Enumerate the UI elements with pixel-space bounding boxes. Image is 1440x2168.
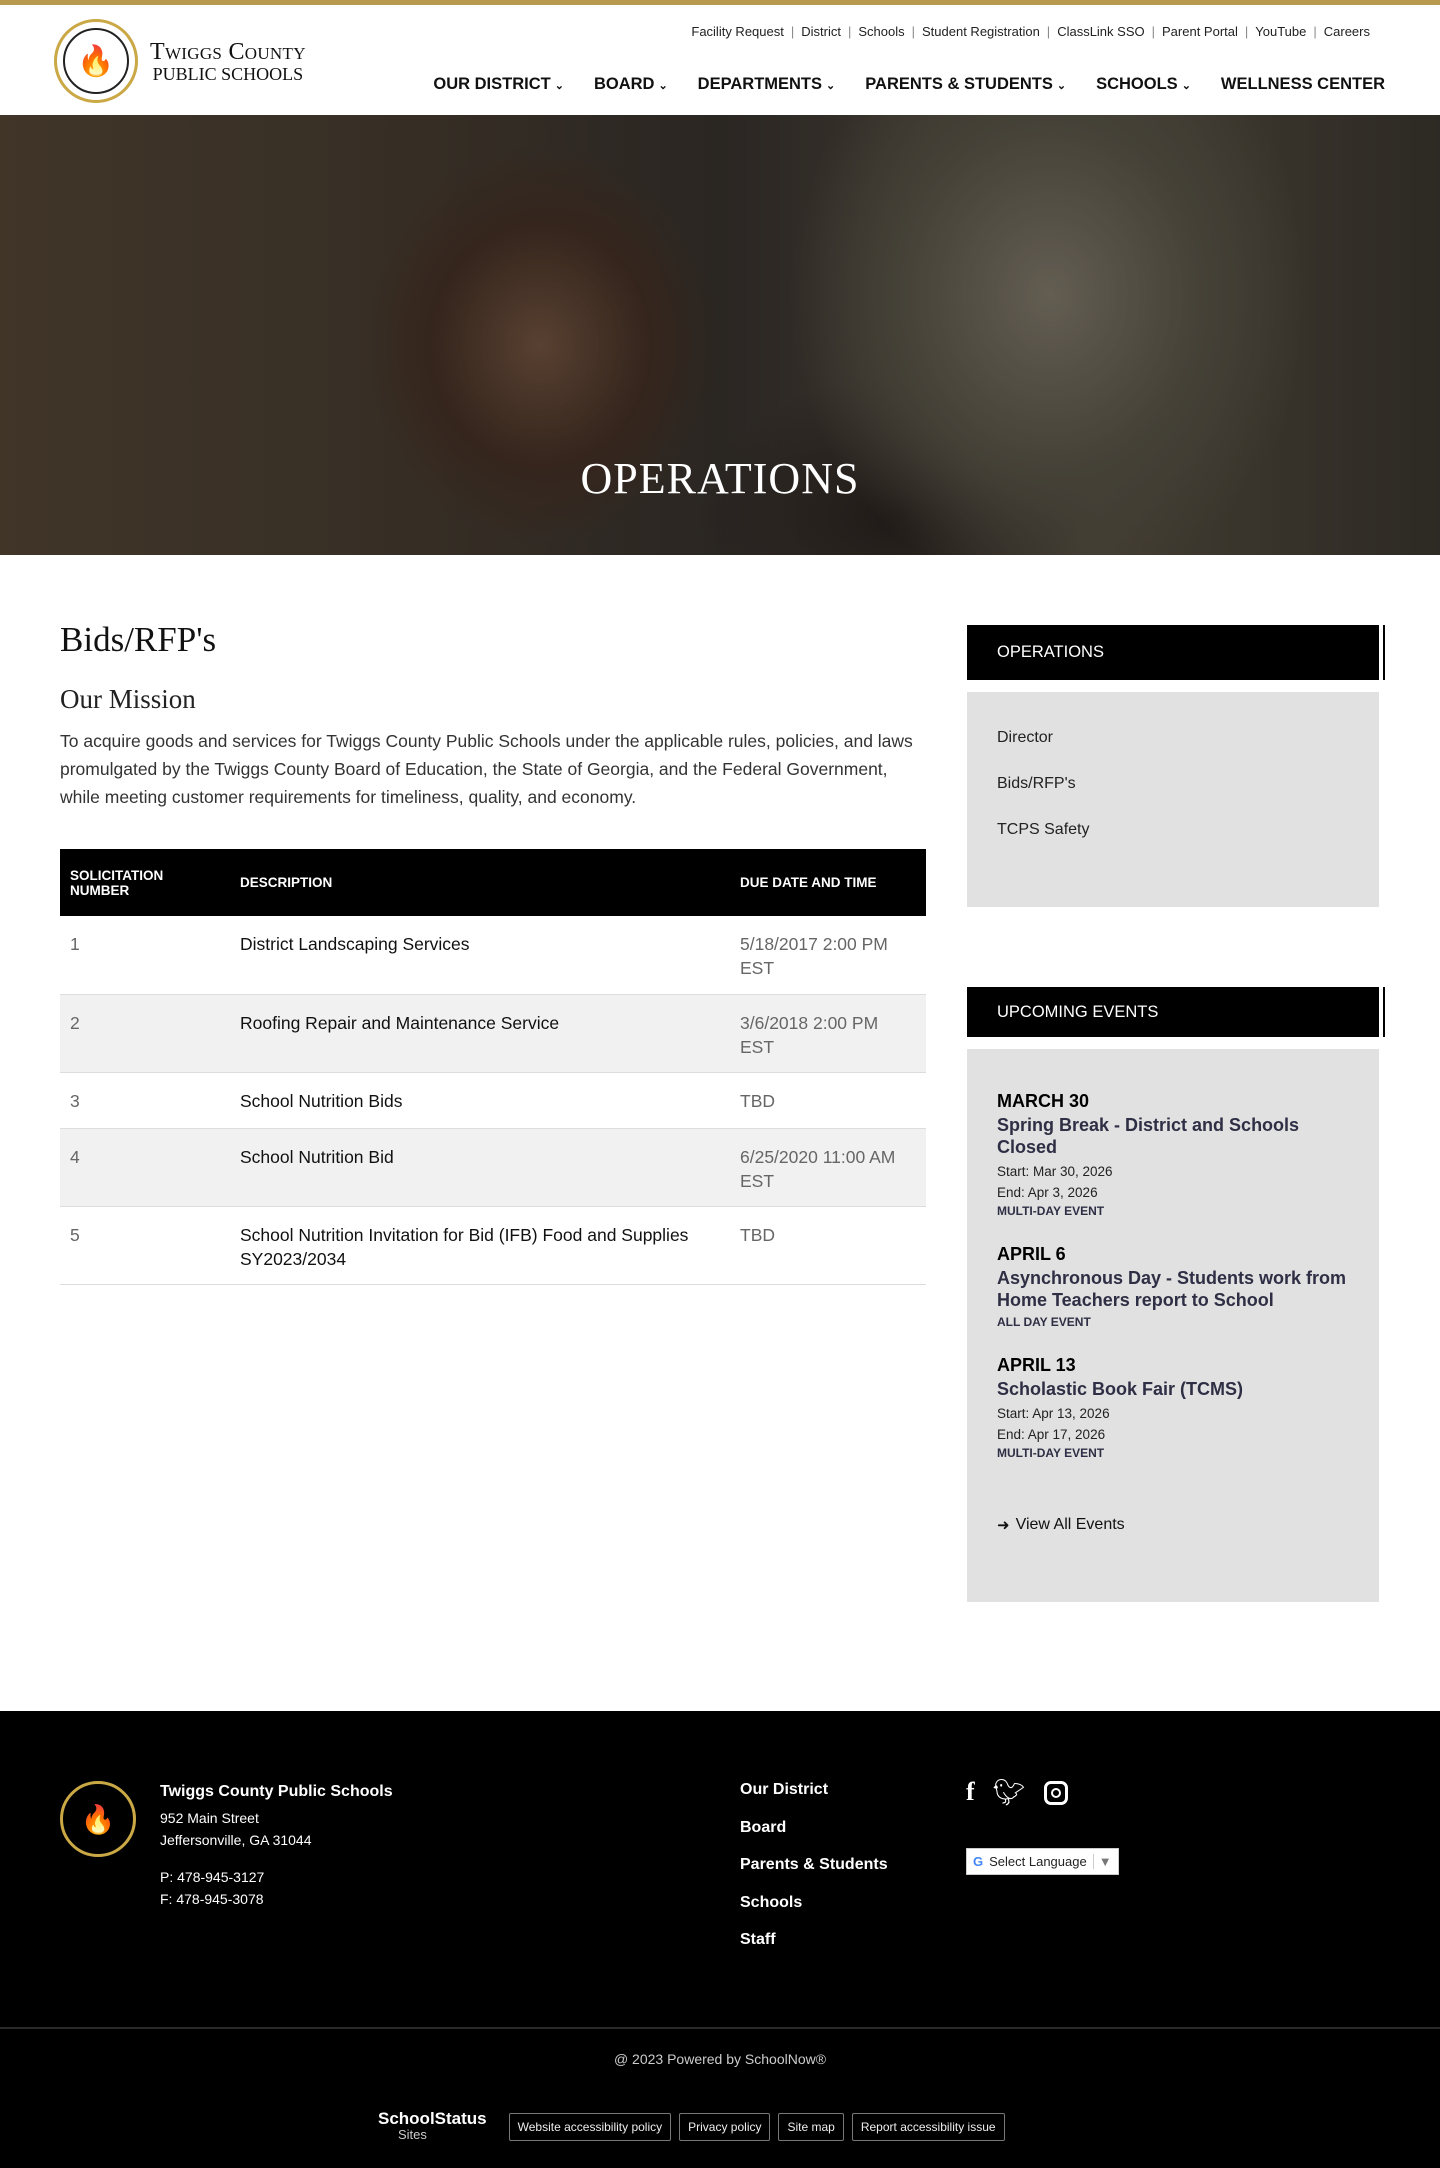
schoolstatus-logo[interactable] (378, 2111, 487, 2143)
cell-num: 2 (60, 994, 230, 1072)
col-solicitation: SOLICITATION NUMBER (70, 867, 164, 898)
event-end: End: Apr 17, 2026 (997, 1427, 1106, 1442)
footer-policy-link[interactable]: Report accessibility issue (852, 2113, 1005, 2141)
nav-label: BOARD (593, 75, 655, 93)
powered-by: @ 2023 Powered by SchoolNow® (613, 2051, 827, 2067)
mission-text: To acquire goods and services for Twiggs County Public Schools under the applicable rules, policies, and laws promulgated by the Twiggs County Board of Education, the State of Georgia, and the Federal Government, while meeting customer requirements for timeliness, quality, and economy. (60, 731, 913, 807)
cell-due: 6/25/2020 11:00 AM EST (730, 1128, 926, 1206)
nav-item[interactable] (698, 75, 836, 94)
nav-label: PARENTS & STUDENTS (865, 75, 1053, 93)
nav-label: DEPARTMENTS (697, 75, 823, 93)
events-list (967, 1049, 1379, 1602)
cell-desc: School Nutrition Bids (230, 1072, 730, 1128)
chevron-down-icon: ⌄ (826, 80, 836, 92)
cell-desc: District Landscaping Services (230, 916, 730, 994)
nav-item[interactable] (433, 75, 564, 94)
footer-link[interactable]: Schools (740, 1893, 803, 1911)
footer-divider (0, 2027, 1440, 2029)
nav-item[interactable] (594, 75, 668, 94)
top-link[interactable]: Facility Request (691, 24, 784, 39)
footer-policy-link[interactable]: Privacy policy (679, 2113, 770, 2141)
event-end: End: Apr 3, 2026 (997, 1185, 1098, 1200)
chevron-down-icon: ⌄ (1056, 80, 1067, 92)
instagram-icon[interactable] (1044, 1781, 1068, 1805)
event-date: MARCH 30 (997, 1091, 1090, 1111)
col-description: DESCRIPTION (240, 875, 333, 890)
sidebar-links (967, 692, 1379, 907)
link-separator: | (1313, 24, 1317, 39)
language-label: Select Language (989, 1854, 1087, 1869)
social-links (966, 1777, 1068, 1808)
top-link[interactable]: YouTube (1255, 24, 1307, 39)
hero-banner (0, 115, 1440, 555)
event-item[interactable] (997, 1244, 1349, 1329)
cell-desc: School Nutrition Invitation for Bid (IFB) Food and Supplies SY2023/2034 (230, 1206, 730, 1284)
sidebar-title: OPERATIONS (967, 625, 1379, 680)
table-row (60, 1128, 926, 1206)
nav-item[interactable] (865, 75, 1066, 94)
footer-nav (740, 1781, 888, 1969)
event-item[interactable] (997, 1091, 1349, 1218)
schoolstatus-text: SchoolStatus (378, 2109, 487, 2128)
footer-logo: 🔥 (60, 1781, 136, 1857)
sidebar-section-nav (967, 625, 1379, 907)
site-header (0, 5, 1440, 115)
cell-due: TBD (730, 1206, 926, 1284)
language-select[interactable] (966, 1848, 1119, 1875)
top-link[interactable]: Schools (858, 24, 905, 39)
twitter-icon[interactable]: 🐦︎ (992, 1777, 1026, 1807)
brand-name[interactable] (150, 39, 306, 85)
section-heading: Our Mission (60, 684, 196, 714)
event-date: APRIL 13 (997, 1355, 1076, 1375)
top-link[interactable]: Student Registration (922, 24, 1040, 39)
cell-desc: School Nutrition Bid (230, 1128, 730, 1206)
main-nav (433, 75, 1385, 94)
events-title: UPCOMING EVENTS (967, 987, 1379, 1037)
chevron-down-icon: ⌄ (1181, 80, 1191, 92)
table-row (60, 1072, 926, 1128)
footer-link[interactable]: Parents & Students (740, 1856, 888, 1873)
table-row (60, 994, 926, 1072)
page-title: Bids/RFP's (60, 620, 217, 659)
site-footer (0, 1711, 1440, 2168)
event-type: MULTI-DAY EVENT (997, 1204, 1105, 1218)
footer-link[interactable]: Staff (740, 1931, 776, 1948)
cell-num: 5 (60, 1206, 230, 1284)
table-row (60, 1206, 926, 1284)
event-type: MULTI-DAY EVENT (997, 1446, 1105, 1460)
footer-address-line1: 952 Main Street (160, 1810, 259, 1826)
cell-due: TBD (730, 1072, 926, 1128)
event-item[interactable] (997, 1355, 1349, 1460)
link-separator: | (1244, 24, 1249, 39)
cell-due: 5/18/2017 2:00 PM EST (730, 916, 926, 994)
upcoming-events (967, 987, 1379, 1602)
event-type: ALL DAY EVENT (997, 1315, 1091, 1329)
link-separator: | (911, 24, 915, 39)
view-all-label: View All Events (1015, 1516, 1125, 1533)
view-all-events-link[interactable] (997, 1516, 1349, 1534)
link-separator: | (847, 24, 852, 39)
facebook-icon[interactable]: f (966, 1777, 975, 1806)
cell-num: 1 (60, 916, 230, 994)
footer-district-name: Twiggs County Public Schools (160, 1783, 393, 1800)
cell-num: 3 (60, 1072, 230, 1128)
torch-icon: 🔥 (63, 28, 129, 94)
chevron-down-icon: ⌄ (658, 80, 668, 92)
event-date: APRIL 6 (997, 1244, 1066, 1264)
utility-links (691, 24, 1370, 39)
brand-line-1: Twiggs County (150, 39, 306, 65)
nav-label: SCHOOLS (1096, 75, 1178, 93)
footer-link[interactable]: Board (740, 1818, 787, 1836)
top-link[interactable]: ClassLink SSO (1057, 24, 1145, 39)
nav-label: OUR DISTRICT (433, 75, 551, 93)
footer-phone: P: 478-945-3127 (160, 1869, 265, 1885)
event-title[interactable]: Asynchronous Day - Students work from Home Teachers report to School (997, 1268, 1347, 1310)
footer-bottom-links (378, 2111, 1005, 2143)
table-row (60, 916, 926, 994)
event-start: Start: Apr 13, 2026 (997, 1406, 1110, 1421)
sidebar-link[interactable]: Director (997, 729, 1054, 746)
caret-down-icon: ▼ (1093, 1854, 1112, 1869)
nav-label: WELLNESS CENTER (1220, 75, 1385, 93)
top-link[interactable]: District (801, 24, 841, 39)
link-separator: | (790, 24, 795, 39)
top-link[interactable]: Parent Portal (1162, 24, 1238, 39)
sidebar-link[interactable]: Bids/RFP's (997, 775, 1076, 792)
footer-address-line2: Jeffersonville, GA 31044 (160, 1832, 312, 1848)
cell-desc: Roofing Repair and Maintenance Service (230, 994, 730, 1072)
footer-fax: F: 478-945-3078 (160, 1891, 264, 1907)
footer-contact (160, 1781, 393, 1910)
nav-item[interactable] (1221, 75, 1385, 94)
google-icon: G (973, 1854, 984, 1869)
footer-link[interactable]: Our District (740, 1781, 829, 1798)
footer-policy-link[interactable]: Site map (778, 2113, 843, 2141)
bids-table (60, 849, 926, 1285)
chevron-down-icon: ⌄ (554, 80, 564, 92)
sidebar-link[interactable]: TCPS Safety (997, 821, 1090, 838)
brand-line-2: PUBLIC SCHOOLS (152, 64, 304, 84)
nav-item[interactable] (1096, 75, 1191, 94)
arrow-circle-right-icon: ➜ (997, 1517, 1010, 1534)
link-separator: | (1151, 24, 1155, 39)
footer-policy-link[interactable]: Website accessibility policy (509, 2113, 672, 2141)
hero-title: OPERATIONS (580, 454, 860, 503)
district-logo[interactable] (54, 19, 138, 103)
event-title[interactable]: Scholastic Book Fair (TCMS) (997, 1379, 1244, 1399)
link-separator: | (1046, 24, 1051, 39)
cell-num: 4 (60, 1128, 230, 1206)
schoolstatus-sub: Sites (398, 2127, 427, 2142)
cell-due: 3/6/2018 2:00 PM EST (730, 994, 926, 1072)
event-title[interactable]: Spring Break - District and Schools Closed (997, 1115, 1300, 1157)
event-start: Start: Mar 30, 2026 (997, 1164, 1113, 1179)
top-link[interactable]: Careers (1323, 24, 1370, 39)
main-content (60, 620, 926, 1285)
col-due-date: DUE DATE AND TIME (740, 875, 877, 890)
